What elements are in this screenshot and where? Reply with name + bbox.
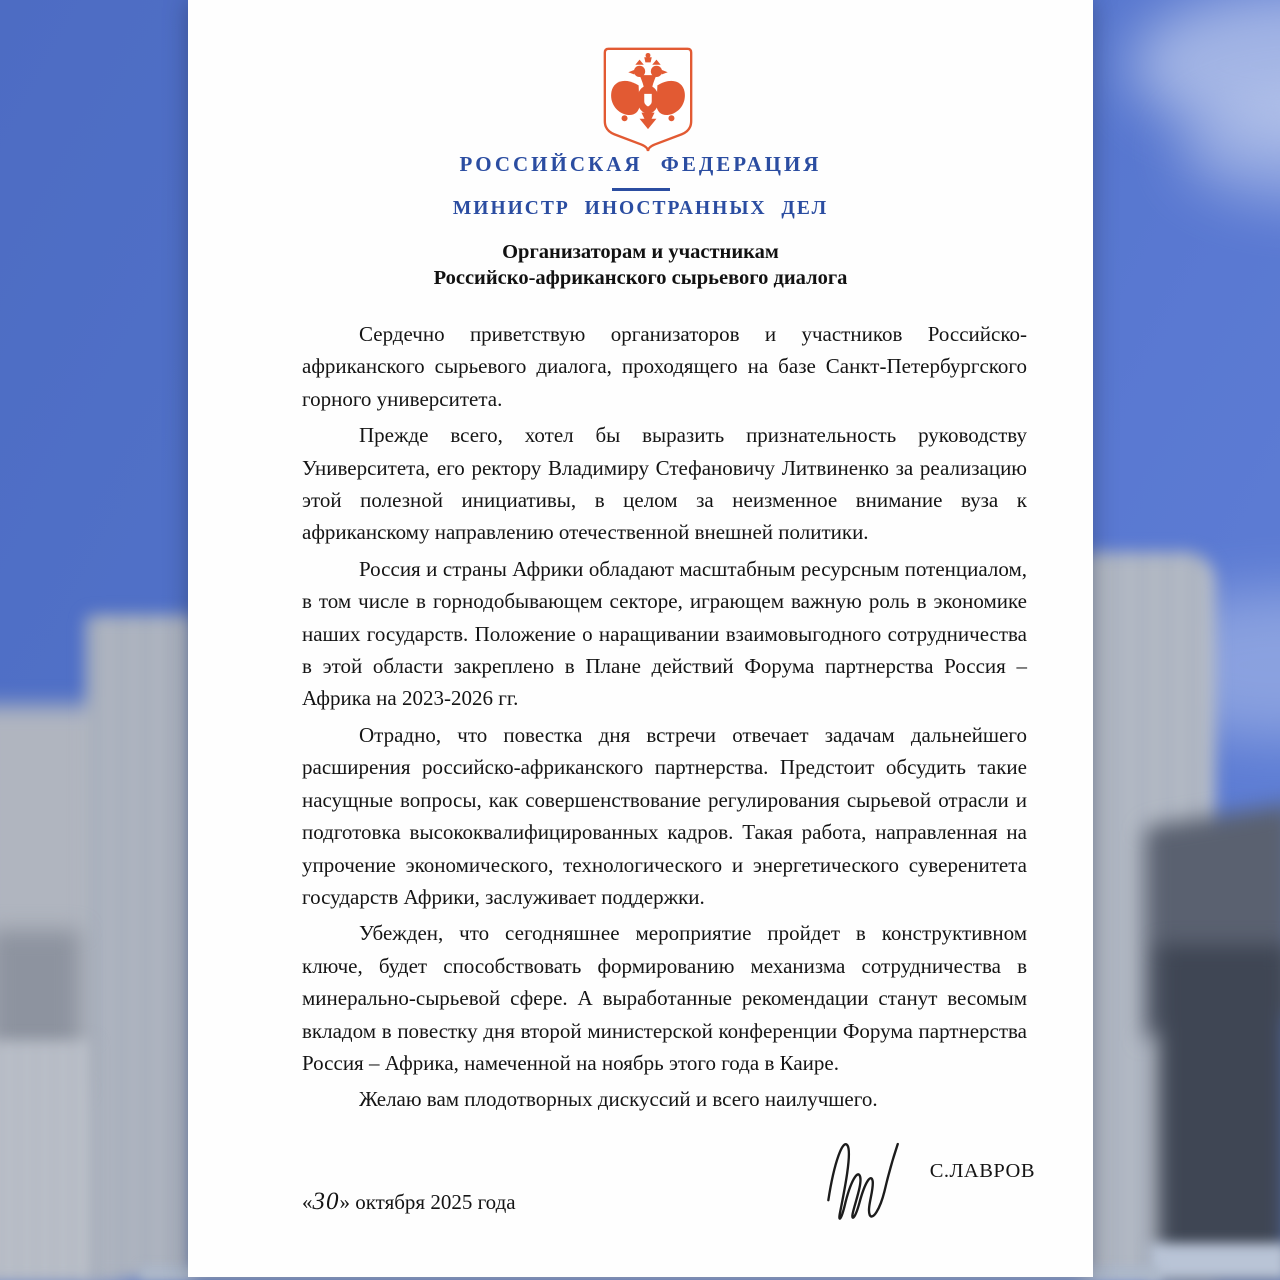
body-paragraph: Отрадно, что повестка дня встречи отвечает задачам дальнейшего расширения российско-африканского партнерства. Предстоит обсудить такие насущные вопросы, как совершенствование регулирования сырьевой отрасли и подготовка высококвалифицированных кадров. Такая работа, направленная на упрочение экономического, технологического и энергетического суверенитета государств Африки, заслуживает поддержки. <box>302 722 1027 909</box>
letterhead-country: РОССИЙСКАЯ ФЕДЕРАЦИЯ <box>459 152 822 176</box>
building-left-columns <box>0 1040 95 1280</box>
letterhead-divider <box>612 188 670 191</box>
body-paragraph: Россия и страны Африки обладают масштабным ресурсным потенциалом, в том числе в горнодобывающем секторе, играющем важную роль в экономике наших государств. Положение о наращивании взаимовыгодного сотрудничества в этой области закреплено в Плане действий Форума партнерства Россия – Африка на 2023-2026 гг. <box>302 556 1027 711</box>
building-right-base <box>1148 1243 1280 1280</box>
date-line <box>302 1188 516 1216</box>
letter-page <box>188 0 1093 1277</box>
addressee-line-1: Организаторам и участникам <box>502 241 779 263</box>
addressee-block <box>188 240 1093 291</box>
date-text: октября 2025 года <box>350 1190 516 1214</box>
handwritten-signature-icon <box>818 1122 914 1234</box>
date-open-quote: « <box>302 1190 313 1214</box>
addressee-line-2: Российско-африканского сырьевого диалога <box>433 266 848 289</box>
signatory-name: С.ЛАВРОВ <box>929 1160 1035 1182</box>
body-paragraph: Сердечно приветствую организаторов и участников Российско-африканского сырьевого диалога, проходящего на базе Санкт-Петербургского горного университета. <box>302 322 1027 411</box>
letterhead-minister-title: МИНИСТР ИНОСТРАННЫХ ДЕЛ <box>452 198 829 219</box>
russian-coat-of-arms-icon <box>601 46 695 153</box>
body-paragraph: Убежден, что сегодняшнее мероприятие пройдет в конструктивном ключе, будет способствовать формированию механизма сотрудничества в минерально-сырьевой сфере. А выработанные рекомендации станут весомым вкладом в повестку дня второй министерской конференции Форума партнерства Россия – Африка, намеченной на ноябрь этого года в Каире. <box>302 921 1027 1075</box>
building-left-tower <box>86 615 194 1280</box>
signature-block <box>818 1122 1035 1234</box>
letter-body <box>302 318 1027 1120</box>
body-paragraph: Прежде всего, хотел бы выразить признательность руководству Университета, его ректору Владимиру Стефановичу Литвиненко за реализацию этой полезной инициативы, в целом за неизменное внимание вуза к африканскому направлению отечественной внешней политики. <box>302 423 1027 545</box>
date-close-quote: » <box>339 1190 350 1214</box>
body-paragraph: Желаю вам плодотворных дискуссий и всего наилучшего. <box>359 1087 878 1112</box>
building-right-dark-mass <box>1158 945 1280 1280</box>
date-day-handwritten: 30 <box>312 1188 340 1215</box>
